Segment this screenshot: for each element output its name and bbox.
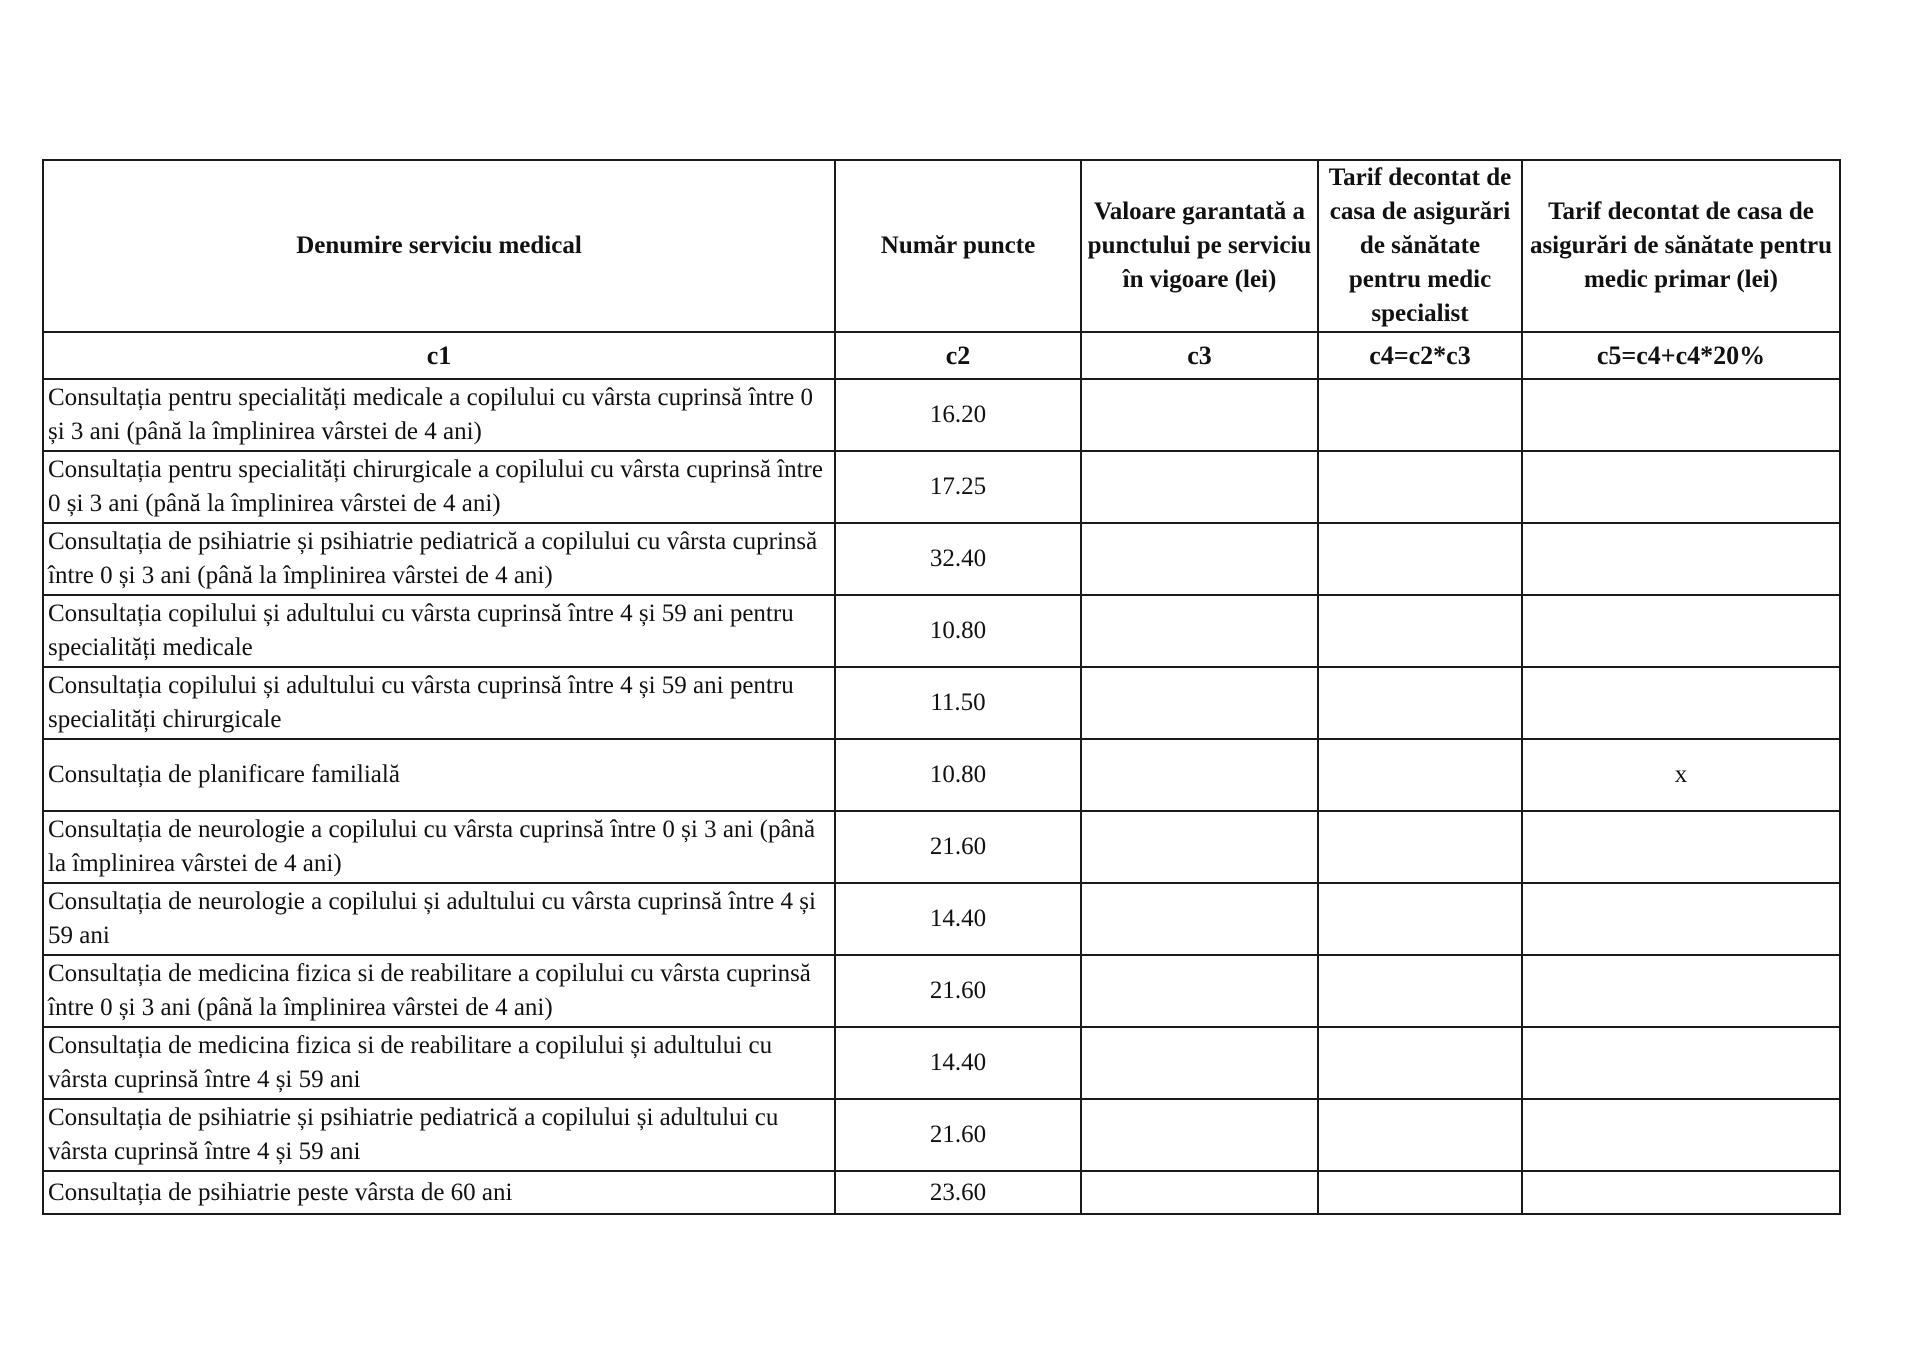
service-name-cell: Consultația de neurologie a copilului cu vârsta cuprinsă între 0 și 3 ani (până la împlinirea vârstei de 4 ani) xyxy=(43,811,835,883)
table-row xyxy=(43,955,1840,1027)
service-name-cell: Consultația copilului și adultului cu vârsta cuprinsă între 4 și 59 ani pentru specialități medicale xyxy=(43,595,835,667)
service-name-cell: Consultația de medicina fizica si de reabilitare a copilului și adultului cu vârsta cuprinsă între 4 și 59 ani xyxy=(43,1027,835,1099)
specialist-tariff-cell xyxy=(1318,523,1522,595)
table-row xyxy=(43,451,1840,523)
specialist-tariff-cell xyxy=(1318,811,1522,883)
point-value-cell xyxy=(1081,739,1318,811)
primary-tariff-cell xyxy=(1522,595,1840,667)
point-value-cell xyxy=(1081,883,1318,955)
code-c1: c1 xyxy=(43,332,835,379)
points-cell: 16.20 xyxy=(835,379,1081,451)
specialist-tariff-cell xyxy=(1318,955,1522,1027)
specialist-tariff-cell xyxy=(1318,379,1522,451)
points-cell: 10.80 xyxy=(835,595,1081,667)
table-row xyxy=(43,1099,1840,1171)
points-cell: 14.40 xyxy=(835,1027,1081,1099)
primary-tariff-cell xyxy=(1522,811,1840,883)
table-row xyxy=(43,739,1840,811)
header-row xyxy=(43,160,1840,332)
primary-tariff-cell xyxy=(1522,1099,1840,1171)
header-point-value: Valoare garantată a punctului pe serviciu în vigoare (lei) xyxy=(1081,160,1318,332)
header-specialist-tariff: Tarif decontat de casa de asigurări de sănătate pentru medic specialist xyxy=(1318,160,1522,332)
primary-tariff-cell xyxy=(1522,667,1840,739)
primary-tariff-cell xyxy=(1522,955,1840,1027)
primary-tariff-cell xyxy=(1522,883,1840,955)
points-cell: 17.25 xyxy=(835,451,1081,523)
specialist-tariff-cell xyxy=(1318,1171,1522,1214)
points-cell: 11.50 xyxy=(835,667,1081,739)
point-value-cell xyxy=(1081,955,1318,1027)
points-cell: 10.80 xyxy=(835,739,1081,811)
column-code-row xyxy=(43,332,1840,379)
code-c3: c3 xyxy=(1081,332,1318,379)
primary-tariff-cell xyxy=(1522,523,1840,595)
primary-tariff-cell xyxy=(1522,1027,1840,1099)
points-cell: 14.40 xyxy=(835,883,1081,955)
code-c5: c5=c4+c4*20% xyxy=(1522,332,1840,379)
tariff-table xyxy=(42,159,1841,1215)
points-cell: 21.60 xyxy=(835,811,1081,883)
points-cell: 32.40 xyxy=(835,523,1081,595)
primary-tariff-cell xyxy=(1522,379,1840,451)
table-row xyxy=(43,883,1840,955)
point-value-cell xyxy=(1081,1099,1318,1171)
service-name-cell: Consultația pentru specialități medicale a copilului cu vârsta cuprinsă între 0 și 3 ani (până la împlinirea vârstei de 4 ani) xyxy=(43,379,835,451)
service-name-cell: Consultația copilului și adultului cu vârsta cuprinsă între 4 și 59 ani pentru specialități chirurgicale xyxy=(43,667,835,739)
specialist-tariff-cell xyxy=(1318,667,1522,739)
table-row xyxy=(43,1171,1840,1214)
specialist-tariff-cell xyxy=(1318,595,1522,667)
points-cell: 21.60 xyxy=(835,955,1081,1027)
point-value-cell xyxy=(1081,1027,1318,1099)
point-value-cell xyxy=(1081,451,1318,523)
table-row xyxy=(43,1027,1840,1099)
header-points: Număr puncte xyxy=(835,160,1081,332)
point-value-cell xyxy=(1081,811,1318,883)
service-name-cell: Consultația de psihiatrie și psihiatrie pediatrică a copilului cu vârsta cuprinsă între 0 și 3 ani (până la împlinirea vârstei de 4 ani) xyxy=(43,523,835,595)
point-value-cell xyxy=(1081,1171,1318,1214)
service-name-cell: Consultația de planificare familială xyxy=(43,739,835,811)
point-value-cell xyxy=(1081,667,1318,739)
points-cell: 21.60 xyxy=(835,1099,1081,1171)
specialist-tariff-cell xyxy=(1318,739,1522,811)
header-primary-tariff: Tarif decontat de casa de asigurări de sănătate pentru medic primar (lei) xyxy=(1522,160,1840,332)
service-name-cell: Consultația de psihiatrie peste vârsta de 60 ani xyxy=(43,1171,835,1214)
table-row xyxy=(43,523,1840,595)
points-cell: 23.60 xyxy=(835,1171,1081,1214)
service-name-cell: Consultația de psihiatrie și psihiatrie pediatrică a copilului și adultului cu vârsta cuprinsă între 4 și 59 ani xyxy=(43,1099,835,1171)
primary-tariff-cell xyxy=(1522,451,1840,523)
header-service-name: Denumire serviciu medical xyxy=(43,160,835,332)
specialist-tariff-cell xyxy=(1318,1027,1522,1099)
code-c4: c4=c2*c3 xyxy=(1318,332,1522,379)
table-row xyxy=(43,667,1840,739)
table-row xyxy=(43,811,1840,883)
primary-tariff-cell xyxy=(1522,1171,1840,1214)
code-c2: c2 xyxy=(835,332,1081,379)
table-body xyxy=(43,379,1840,1214)
table-row xyxy=(43,379,1840,451)
specialist-tariff-cell xyxy=(1318,451,1522,523)
service-name-cell: Consultația de medicina fizica si de reabilitare a copilului cu vârsta cuprinsă între 0 și 3 ani (până la împlinirea vârstei de 4 ani) xyxy=(43,955,835,1027)
table-row xyxy=(43,595,1840,667)
specialist-tariff-cell xyxy=(1318,1099,1522,1171)
point-value-cell xyxy=(1081,595,1318,667)
service-name-cell: Consultația de neurologie a copilului și adultului cu vârsta cuprinsă între 4 și 59 ani xyxy=(43,883,835,955)
specialist-tariff-cell xyxy=(1318,883,1522,955)
service-name-cell: Consultația pentru specialități chirurgicale a copilului cu vârsta cuprinsă între 0 și 3 ani (până la împlinirea vârstei de 4 ani) xyxy=(43,451,835,523)
primary-tariff-cell: x xyxy=(1522,739,1840,811)
point-value-cell xyxy=(1081,523,1318,595)
point-value-cell xyxy=(1081,379,1318,451)
